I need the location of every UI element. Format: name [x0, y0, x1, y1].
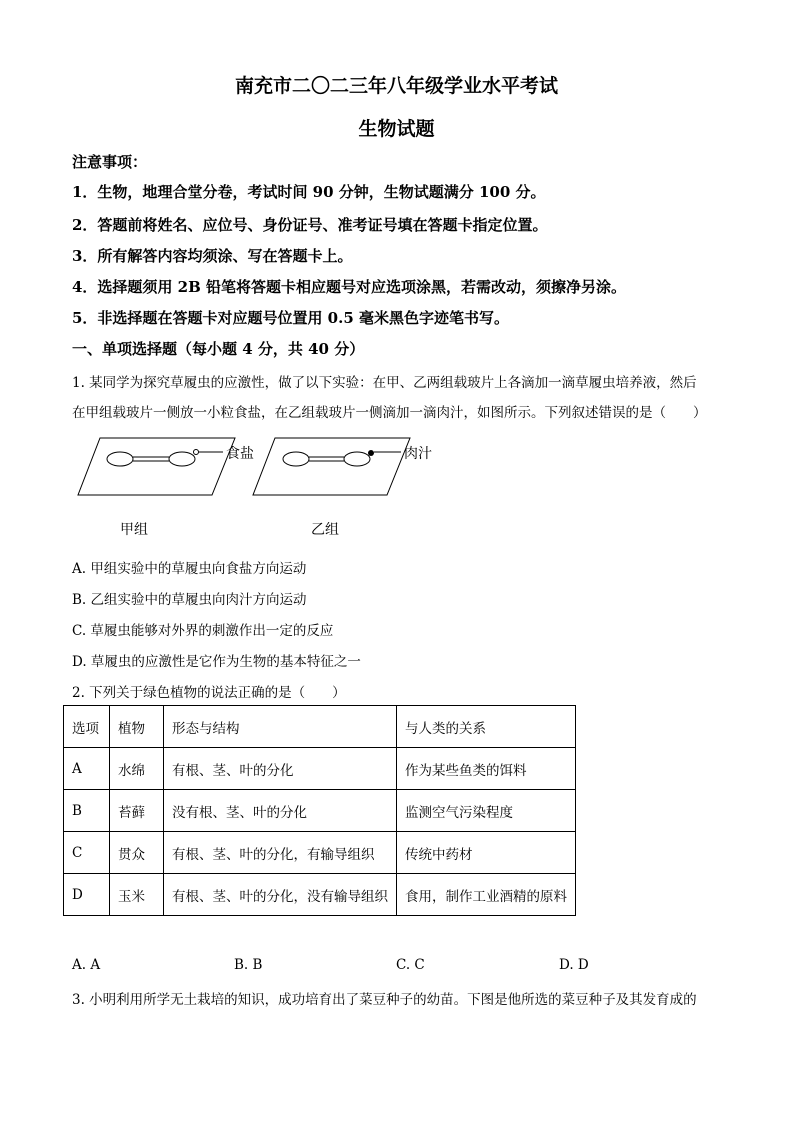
- table-cell: 没有根、茎、叶的分化: [164, 790, 397, 832]
- table-cell: 监测空气污染程度: [397, 790, 576, 832]
- label-juice: 肉汁: [404, 446, 432, 462]
- table-cell: 有根、茎、叶的分化: [164, 748, 397, 790]
- q2-option-d: D. D: [559, 957, 589, 973]
- slide-b: [253, 438, 410, 495]
- notes-heading: 注意事项：: [72, 153, 148, 171]
- table-cell: B: [64, 790, 110, 832]
- label-salt: 食盐: [226, 446, 254, 462]
- table-header-cell: 植物: [110, 706, 164, 748]
- label-group-a: 甲组: [120, 522, 148, 538]
- drop-b-left: [283, 452, 309, 466]
- note-item-2: 2．答题前将姓名、应位号、身份证号、准考证号填在答题卡指定位置。: [72, 216, 548, 234]
- section-heading: 一、单项选择题（每小题 4 分，共 40 分）: [72, 340, 365, 358]
- q1-option-d: D. 草履虫的应激性是它作为生物的基本特征之一: [72, 654, 361, 670]
- q2-table: [63, 705, 576, 916]
- table-cell: 苔藓: [110, 790, 164, 832]
- label-group-b: 乙组: [311, 522, 339, 538]
- table-header-row: [64, 706, 576, 748]
- q2-option-c: C. C: [396, 957, 425, 973]
- note-item-5: 5．非选择题在答题卡对应题号位置用 0.5 毫米黑色字迹笔书写。: [72, 309, 509, 327]
- q1-option-c: C. 草履虫能够对外界的刺激作出一定的反应: [72, 623, 334, 639]
- q2-stem: 2. 下列关于绿色植物的说法正确的是（ ）: [72, 685, 346, 701]
- q2-option-b: B. B: [234, 957, 263, 973]
- note-item-1: 1．生物，地理合堂分卷，考试时间 90 分钟，生物试题满分 100 分。: [72, 183, 546, 201]
- table-cell: 有根、茎、叶的分化，没有输导组织: [164, 874, 397, 916]
- table-cell: 有根、茎、叶的分化，有输导组织: [164, 832, 397, 874]
- note-item-3: 3．所有解答内容均须涂、写在答题卡上。: [72, 247, 353, 265]
- q1-stem-line1: 1. 某同学为探究草履虫的应激性，做了以下实验：在甲、乙两组载玻片上各滴加一滴草履虫培养液，然后: [72, 375, 697, 391]
- table-cell: 贯众: [110, 832, 164, 874]
- note-item-4: 4．选择题须用 2B 铅笔将答题卡相应题号对应选项涂黑，若需改动，须擦净另涂。: [72, 278, 627, 296]
- q2-option-a: A. A: [72, 957, 101, 973]
- page-title: 南充市二〇二三年八年级学业水平考试: [234, 75, 558, 97]
- page-subtitle: 生物试题: [358, 118, 435, 140]
- drop-b-right: [344, 452, 370, 466]
- table-cell: D: [64, 874, 110, 916]
- table-header-cell: 与人类的关系: [397, 706, 576, 748]
- q1-option-a: A. 甲组实验中的草履虫向食盐方向运动: [72, 561, 307, 577]
- table-cell: 食用，制作工业酒精的原料: [397, 874, 576, 916]
- table-row: [64, 832, 576, 874]
- table-header-cell: 形态与结构: [164, 706, 397, 748]
- salt-grain: [194, 450, 199, 455]
- table-cell: A: [64, 748, 110, 790]
- drop-a-right: [169, 452, 195, 466]
- table-cell: 水绵: [110, 748, 164, 790]
- table-row: [64, 748, 576, 790]
- q1-stem-line2: 在甲组载玻片一侧放一小粒食盐，在乙组载玻片一侧滴加一滴肉汁，如图所示。下列叙述错误的是（ ）: [72, 405, 707, 421]
- table-cell: C: [64, 832, 110, 874]
- table-row: [64, 790, 576, 832]
- table-cell: 传统中药材: [397, 832, 576, 874]
- table-cell: 玉米: [110, 874, 164, 916]
- table-header-cell: 选项: [64, 706, 110, 748]
- table-row: [64, 874, 576, 916]
- table-cell: 作为某些鱼类的饵料: [397, 748, 576, 790]
- q3-stem-line1: 3. 小明利用所学无土栽培的知识，成功培育出了菜豆种子的幼苗。下图是他所选的菜豆种子及其发育成的: [72, 992, 697, 1008]
- q1-option-b: B. 乙组实验中的草履虫向肉汁方向运动: [72, 592, 307, 608]
- slide-a: [78, 438, 235, 495]
- juice-drop: [368, 450, 374, 456]
- drop-a-left: [107, 452, 133, 466]
